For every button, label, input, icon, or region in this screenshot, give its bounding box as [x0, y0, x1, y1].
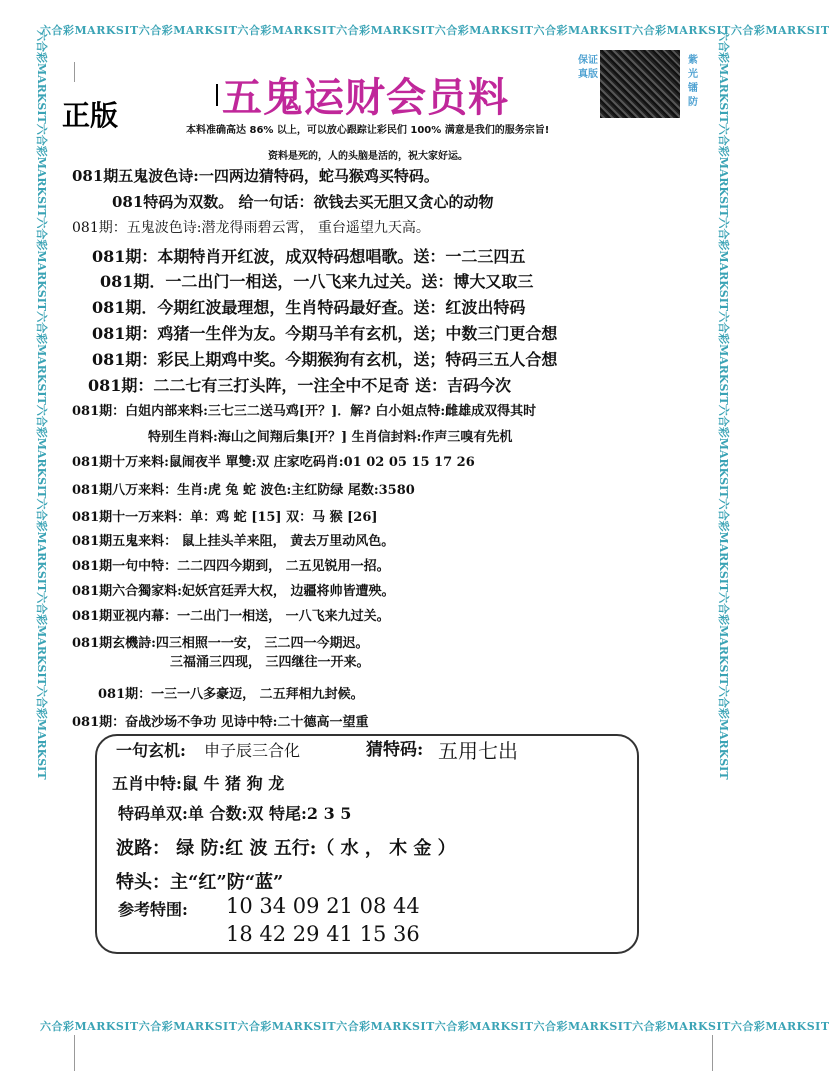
border-top-watermark: 六合彩MARKSIT六合彩MARKSIT六合彩MARKSIT六合彩MARKSIT六合彩MARKSIT六合彩MARKSIT六合彩MARKSIT六合彩MARKSIT: [40, 24, 830, 37]
content-line: 081期：白姐内部来料:三七三二送马鸡[开？]．解? 白小姐点特:雌雄成双得其时: [72, 404, 537, 419]
stamp-right-text: 紫光镭防: [688, 55, 698, 108]
content-line: 081期．一二出门一相送，一八飞来九过关。送：博大又取三: [100, 272, 534, 291]
xuanji-label: 一句玄机:: [116, 741, 186, 760]
anti-fake-code-icon: [600, 50, 680, 118]
stamp-left-text: 保证真版: [578, 55, 598, 80]
content-line: 081期十万来料:鼠闹夜半 單雙:双 庄家吃码肖:01 02 05 15 17 26: [72, 455, 475, 470]
content-line: 081期八万来料：生肖:虎 兔 蛇 波色:主红防绿 尾数:3580: [72, 483, 415, 498]
border-right-watermark: 六合彩MARKSIT六合彩MARKSIT六合彩MARKSIT六合彩MARKSIT六合彩MARKSIT六合彩MARKSIT六合彩MARKSIT六合彩MARKSIT: [717, 30, 730, 780]
content-line: 081期：五鬼波色诗:潜龙得雨碧云霄， 重台遥望九天高。: [72, 220, 430, 236]
content-line: 081期十一万来料：单：鸡 蛇 [15] 双：马 猴 [26]: [72, 510, 378, 525]
ref-label: 参考特围:: [118, 900, 188, 919]
content-line: 081期五鬼来料： 鼠上挂头羊来阻， 黄去万里动风色。: [72, 534, 395, 549]
content-line: 081期：本期特肖开红波，成双特码想唱歌。送：一二三四五: [92, 247, 526, 266]
te-label: 猜特码:: [366, 740, 424, 760]
content-line: 081期：二二七有三打头阵，一注全中不足奇 送：吉码今次: [88, 376, 511, 395]
corner-mark: [712, 1035, 713, 1071]
content-line: 081期：鸡猪一生伴为友。今期马羊有玄机，送；中数三门更合想: [92, 324, 558, 343]
title-bar: [216, 84, 218, 106]
edition-label: 正版: [62, 99, 119, 132]
border-bottom-watermark: 六合彩MARKSIT六合彩MARKSIT六合彩MARKSIT六合彩MARKSIT六合彩MARKSIT六合彩MARKSIT六合彩MARKSIT六合彩MARKSIT: [40, 1020, 830, 1033]
xuanji-value: 申子辰三合化: [204, 741, 301, 760]
ref-row-1: 10 34 09 21 08 44: [226, 894, 420, 918]
content-line: 081期亚视内幕：一二出门一相送， 一八飞来九过关。: [72, 609, 390, 624]
te-value: 五用七出: [438, 739, 518, 763]
head-hint: 特头：主“红”防“蓝”: [116, 872, 284, 893]
content-line: 081期：一三一八多豪迈， 二五拜相九封候。: [98, 687, 364, 702]
corner-mark: [74, 62, 75, 82]
subtitle-accuracy: 本料准确高达 86% 以上，可以放心跟踪让彩民们 100% 满意是我们的服务宗旨!: [186, 125, 550, 136]
content-line: 081期．今期红波最理想，生肖特码最好查。送：红波出特码: [92, 298, 526, 317]
content-line: 081期五鬼波色诗:一四两边猜特码，蛇马猴鸡买特码。: [72, 167, 439, 185]
color-route: 波路： 绿 防:红 波 五行:（ 水 ， 木 金 ）: [116, 838, 456, 859]
ref-row-2: 18 42 29 41 15 36: [226, 922, 420, 946]
border-left-watermark: 六合彩MARKSIT六合彩MARKSIT六合彩MARKSIT六合彩MARKSIT六合彩MARKSIT六合彩MARKSIT六合彩MARKSIT六合彩MARKSIT: [35, 30, 48, 780]
content-line: 081期玄機詩:四三相照一一安， 三二四一今期迟。: [72, 636, 369, 651]
subtitle-motto: 资料是死的，人的头脑是活的，祝大家好运。: [268, 151, 468, 162]
odd-even: 特码单双:单 合数:双 特尾:2 3 5: [118, 804, 352, 823]
content-line: 特别生肖料:海山之间翔后集[开？] 生肖信封料:作声三嗅有先机: [148, 430, 513, 445]
content-line: 081期：彩民上期鸡中奖。今期猴狗有玄机，送；特码三五人合想: [92, 350, 558, 369]
content-line: 081期一句中特：二二四四今期到， 二五见锐用一招。: [72, 559, 390, 574]
corner-mark: [74, 1035, 75, 1071]
content-line: 081期六合獨家料:妃妖宫廷弄大权， 边疆将帅皆遭殃。: [72, 584, 395, 599]
content-line: 三福涌三四现， 三四继往一开来。: [170, 655, 370, 670]
page-title: 五鬼运财会员料: [222, 74, 509, 121]
content-line: 081特码为双数。 给一句话：欲钱去买无胆又贪心的动物: [112, 193, 494, 211]
content-line: 081期：奋战沙场不争功 见诗中特:二十德高一望重: [72, 715, 369, 730]
five-zodiac: 五肖中特:鼠 牛 猪 狗 龙: [112, 774, 285, 793]
